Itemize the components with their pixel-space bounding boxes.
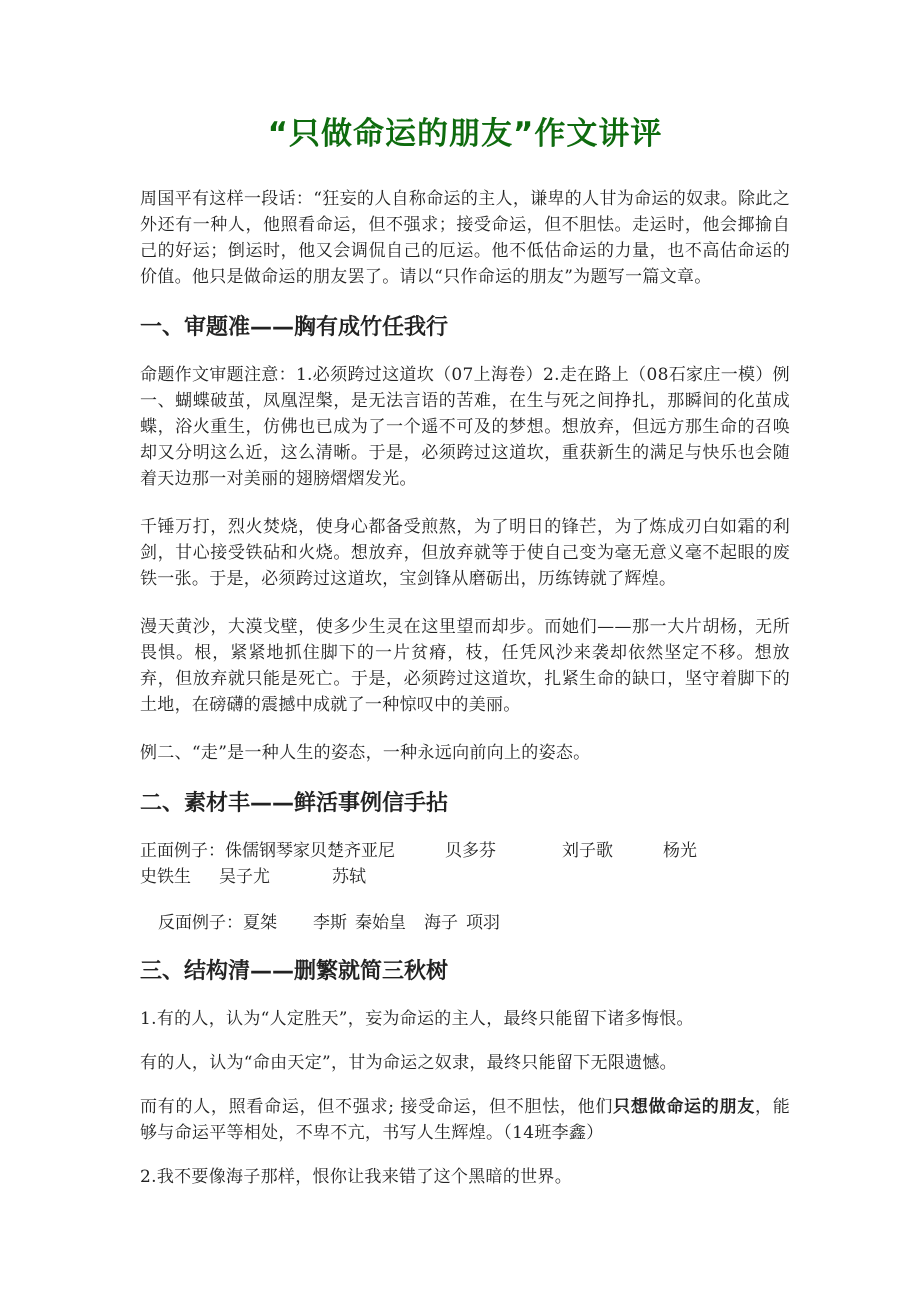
example-name: 秦始皇	[355, 913, 406, 933]
example-name: 史铁生	[140, 867, 191, 887]
section-1-paragraph-4: 例二、“走”是一种人生的姿态，一种永远向前向上的姿态。	[140, 743, 591, 763]
section-3-paragraph-3	[140, 1094, 790, 1146]
section-1-paragraph-3: 漫天黄沙，大漠戈壁，使多少生灵在这里望而却步。而她们——那一大片胡杨，无所畏惧。根，紧紧地抓住脚下的一片贫瘠，枝，任凭风沙来袭却依然坚定不移。想放弃，但放弃就只能是死亡。于是，必须跨过这道坎，扎紧生命的缺口，坚守着脚下的土地，在磅礴的震撼中成就了一种惊叹中的美丽。	[140, 617, 790, 715]
example-name: 夏桀	[243, 913, 277, 933]
section-3-heading: 三、结构清——删繁就简三秋树	[140, 959, 449, 984]
intro-paragraph: 周国平有这样一段话：“狂妄的人自称命运的主人，谦卑的人甘为命运的奴隶。除此之外还有一种人，他照看命运，但不强求；接受命运，但不胆怯。走运时，他会揶揄自己的好运；倒运时，他又会调侃自己的厄运。他不低估命运的力量，也不高估命运的价值。他只是做命运的朋友罢了。请以“只作命运的朋友”为题写一篇文章。	[140, 189, 790, 287]
example-name: 项羽	[466, 913, 500, 933]
negative-examples-label: 反面例子：	[158, 913, 243, 933]
section-3-paragraph-3-part-a: 而有的人，照看命运，但不强求; 接受命运，但不胆怯，他们	[140, 1097, 614, 1117]
section-3-paragraph-2: 有的人，认为“命由天定”，甘为命运之奴隶，最终只能留下无限遗憾。	[140, 1053, 677, 1073]
example-name: 李斯	[313, 913, 347, 933]
emphasis-text: 只想做命运的朋友	[613, 1097, 755, 1117]
example-name: 贝多芬	[445, 841, 496, 861]
example-name: 吴子尤	[219, 867, 270, 887]
section-3-paragraph-3-part-b: ，能够与命运平等相处，不卑不亢，书写人生辉煌。（14班李鑫）	[140, 1097, 790, 1143]
positive-examples-label: 正面例子：	[140, 841, 225, 861]
negative-examples	[140, 910, 790, 936]
section-1-paragraph-2: 千锤万打，烈火焚烧，使身心都备受煎熬，为了明日的锋芒，为了炼成刃白如霜的利剑，甘心接受铁砧和火烧。想放弃，但放弃就等于使自己变为毫无意义毫不起眼的废铁一张。于是，必须跨过这道坎，宝剑锋从磨砺出，历练铸就了辉煌。	[140, 517, 790, 589]
example-name: 苏轼	[332, 867, 366, 887]
example-name: 海子	[424, 913, 458, 933]
example-name: 杨光	[663, 841, 697, 861]
section-3-paragraph-4: 2.我不要像海子那样，恨你让我来错了这个黑暗的世界。	[140, 1167, 573, 1187]
example-name: 侏儒钢琴家贝楚齐亚尼	[225, 841, 395, 861]
section-3-paragraph-1: 1.有的人，认为“人定胜天”，妄为命运的主人，最终只能留下诸多悔恨。	[140, 1009, 694, 1029]
section-1-heading: 一、审题准——胸有成竹任我行	[140, 315, 449, 340]
document-page	[140, 112, 790, 1208]
section-2-heading: 二、素材丰——鲜活事例信手拈	[140, 791, 449, 816]
document-title: “只做命运的朋友”作文讲评	[267, 116, 663, 152]
positive-examples	[140, 838, 790, 890]
section-1-paragraph-1: 命题作文审题注意：1.必须跨过这道坎（07上海卷）2.走在路上（08石家庄一模）例一、蝴蝶破茧，凤凰涅槃，是无法言语的苦难，在生与死之间挣扎，那瞬间的化茧成蝶，浴火重生，仿佛也已成为了一个遥不可及的梦想。想放弃，但远方那生命的召唤却又分明这么近，这么清晰。于是，必须跨过这道坎，重获新生的满足与快乐也会随着天边那一对美丽的翅膀熠熠发光。	[140, 365, 790, 489]
example-name: 刘子歌	[562, 841, 613, 861]
